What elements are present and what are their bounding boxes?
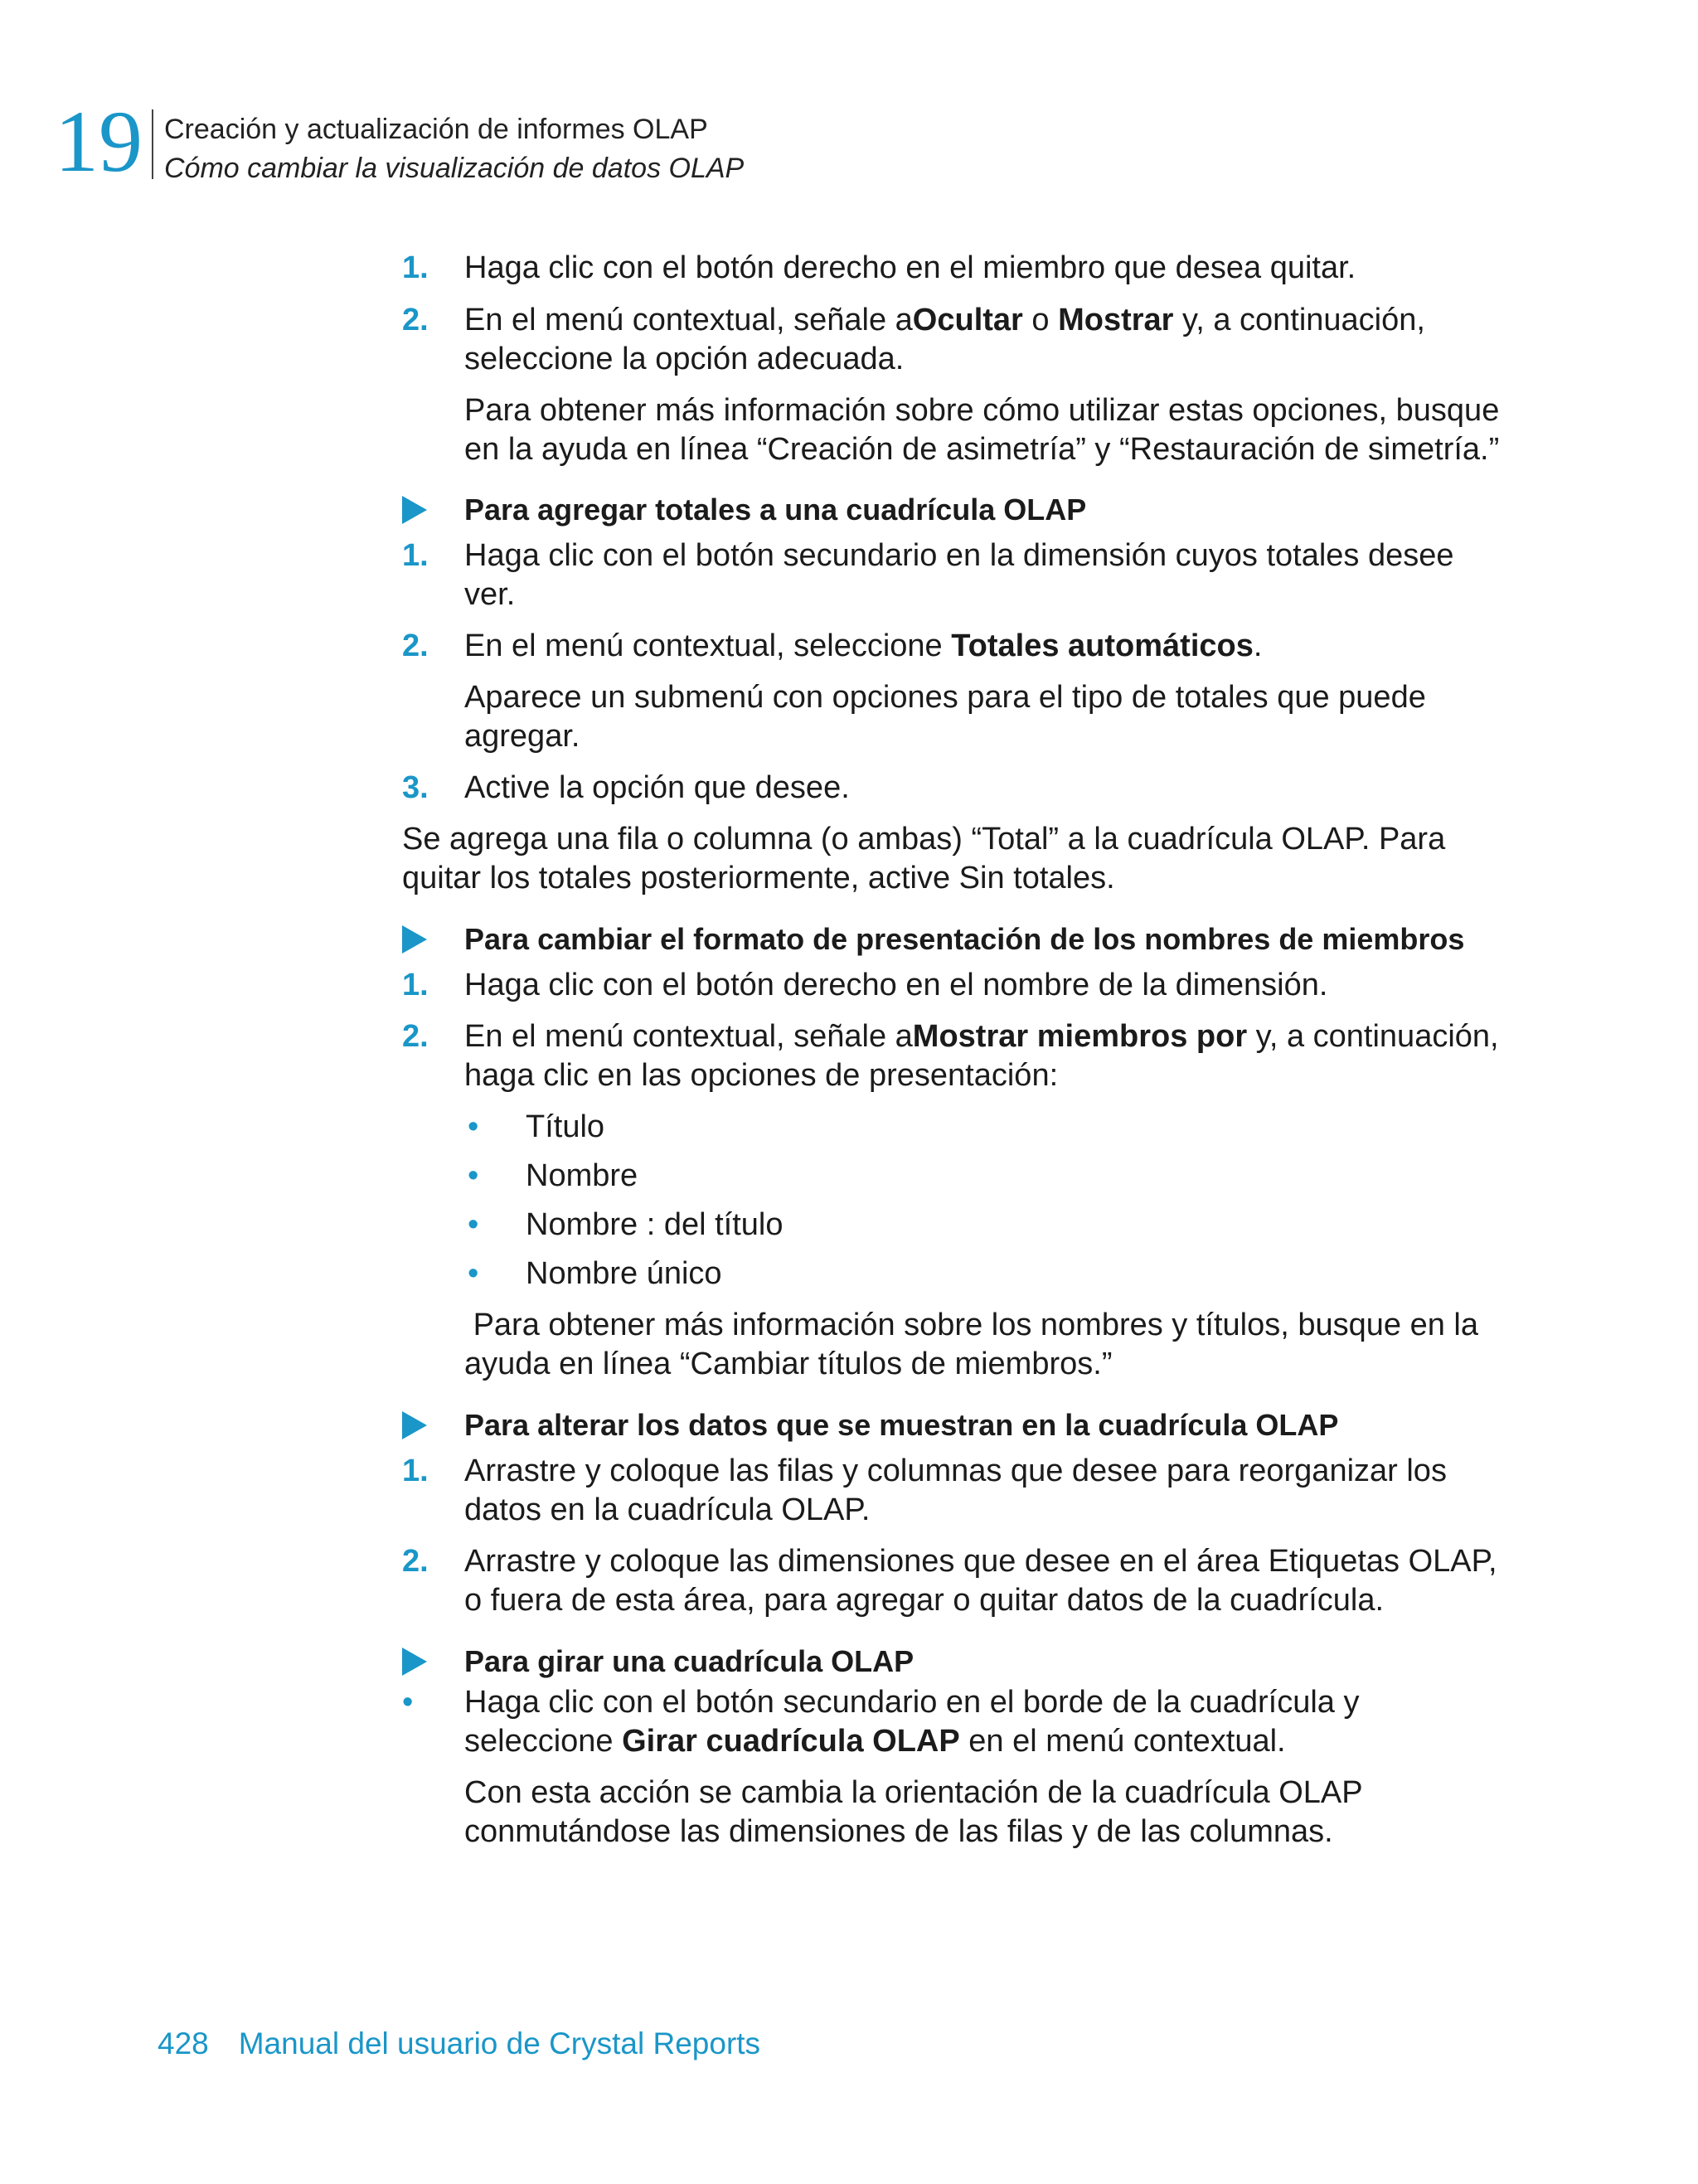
bullet-text: Nombre : del título [526, 1207, 784, 1242]
procedure-heading [402, 920, 1505, 959]
step-text: Haga clic con el botón derecho en el nombre de la dimensión. [464, 968, 1328, 1002]
list-item [402, 1108, 1505, 1147]
bullet-icon: • [468, 1109, 479, 1144]
step-item [402, 536, 1505, 614]
text-run: En el menú contextual, seleccione [464, 629, 952, 663]
bold-term: Totales automáticos [951, 629, 1254, 663]
book-title: Manual del usuario de Crystal Reports [238, 2026, 761, 2060]
procedure-heading [402, 1405, 1505, 1444]
step-text: Haga clic con el botón secundario en la dimensión cuyos totales desee ver. [464, 538, 1454, 612]
section-title: Cómo cambiar la visualización de datos OLAP [164, 153, 745, 184]
step-number: 2. [402, 1544, 429, 1579]
text-run: En el menú contextual, señale a [464, 1019, 913, 1054]
result-paragraph: Se agrega una fila o columna (o ambas) “Total” a la cuadrícula OLAP. Para quitar los totales posteriormente, active Sin totales. [402, 822, 1446, 895]
triangle-arrow-icon [402, 1642, 464, 1681]
step-number: 1. [402, 968, 429, 1002]
triangle-arrow-icon [402, 920, 464, 959]
step-item [402, 249, 1505, 288]
note-paragraph: Aparece un submenú con opciones para el tipo de totales que puede agregar. [464, 680, 1426, 754]
step-item [402, 1017, 1505, 1095]
note-paragraph: Para obtener más información sobre cómo utilizar estas opciones, busque en la ayuda en línea “Creación de asimetría” y “Restauración de simetría.” [464, 393, 1500, 467]
text-run: Haga clic con el botón secundario en el borde de la cuadrícula y seleccione [464, 1685, 1360, 1759]
main-content [402, 249, 1505, 1852]
bold-term: Mostrar miembros por [912, 1019, 1248, 1054]
bold-term: Mostrar [1058, 303, 1174, 337]
bullet-text: Nombre único [526, 1256, 722, 1291]
triangle-arrow-icon [402, 1405, 464, 1444]
step-number: 1. [402, 250, 429, 285]
page-number: 428 [158, 2026, 209, 2060]
step-number: 2. [402, 303, 429, 337]
heading-text: Para agregar totales a una cuadrícula OLAP [464, 493, 1087, 527]
bullet-icon: • [468, 1207, 479, 1242]
step-text: Haga clic con el botón derecho en el miembro que desea quitar. [464, 250, 1356, 285]
text-run: o [1022, 303, 1059, 337]
bullet-text [464, 1683, 1505, 1761]
step-item [402, 1452, 1505, 1530]
note-paragraph: Para obtener más información sobre los nombres y títulos, busque en la ayuda en línea “Cambiar títulos de miembros.” [464, 1308, 1487, 1381]
step-text: Active la opción que desee. [464, 770, 850, 805]
step-text [464, 301, 1505, 379]
step-item [402, 769, 1505, 808]
bold-term: Ocultar [912, 303, 1023, 337]
header-divider [152, 109, 153, 179]
list-item [402, 1683, 1505, 1761]
bullet-icon: • [468, 1256, 479, 1291]
triangle-arrow-icon [402, 490, 464, 529]
page-footer [158, 2025, 760, 2063]
heading-text: Para cambiar el formato de presentación de los nombres de miembros [464, 922, 1465, 956]
step-item [402, 1542, 1505, 1620]
step-text [464, 1017, 1505, 1095]
bullet-icon: • [468, 1158, 479, 1193]
step-number: 3. [402, 770, 429, 805]
list-item [402, 1255, 1505, 1293]
list-item [402, 1157, 1505, 1196]
chapter-number: 19 [55, 93, 143, 190]
note-paragraph: Con esta acción se cambia la orientación de la cuadrícula OLAP conmutándose las dimensiones de las filas y de las columnas. [464, 1775, 1362, 1849]
text-run: . [1253, 629, 1263, 663]
step-number: 2. [402, 1019, 429, 1054]
heading-text: Para girar una cuadrícula OLAP [464, 1644, 914, 1678]
step-text: Arrastre y coloque las filas y columnas que desee para reorganizar los datos en la cuadrícula OLAP. [464, 1454, 1447, 1527]
bullet-icon: • [402, 1685, 414, 1720]
step-item [402, 301, 1505, 379]
bullet-text: Nombre [526, 1158, 638, 1193]
text-run: y, a continuación, haga clic en las opciones de presentación: [464, 1019, 1499, 1093]
bullet-text: Título [526, 1109, 605, 1144]
procedure-heading [402, 490, 1505, 529]
step-item [402, 627, 1505, 666]
step-number: 2. [402, 629, 429, 663]
step-number: 1. [402, 538, 429, 573]
list-item [402, 1206, 1505, 1245]
text-run: en el menú contextual. [959, 1724, 1286, 1759]
heading-text: Para alterar los datos que se muestran en la cuadrícula OLAP [464, 1408, 1339, 1442]
step-text: Arrastre y coloque las dimensiones que desee en el área Etiquetas OLAP, o fuera de esta área, para agregar o quitar datos de la cuadrícula. [464, 1544, 1497, 1618]
procedure-heading [402, 1642, 1505, 1681]
step-item [402, 966, 1505, 1005]
text-run: y, a continuación, seleccione la opción adecuada. [464, 303, 1425, 376]
step-number: 1. [402, 1454, 429, 1488]
step-text [464, 627, 1505, 666]
bold-term: Girar cuadrícula OLAP [622, 1724, 960, 1759]
chapter-title: Creación y actualización de informes OLAP [164, 114, 708, 145]
text-run: En el menú contextual, señale a [464, 303, 913, 337]
